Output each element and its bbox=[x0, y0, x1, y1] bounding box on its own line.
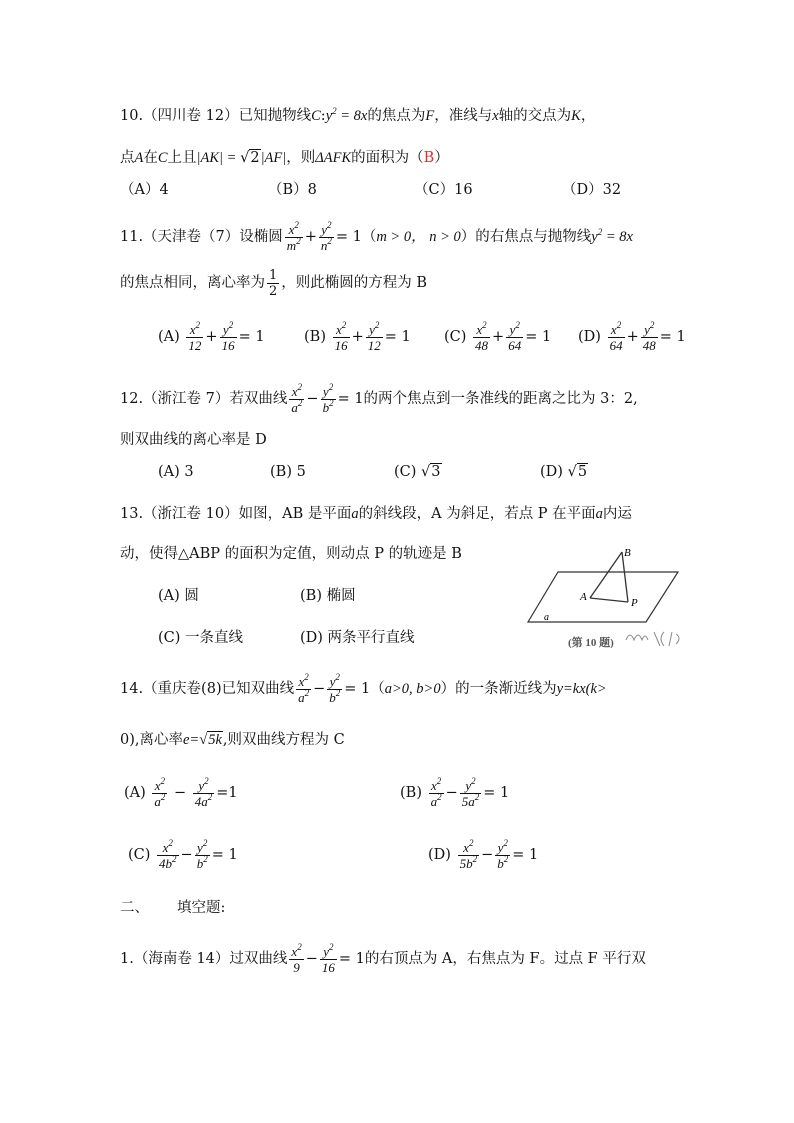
plane-figure bbox=[518, 540, 688, 655]
handwritten-scribble bbox=[626, 632, 679, 646]
segment-ap bbox=[590, 598, 628, 602]
q13-line1: 13.（浙江卷 10）如图，AB 是平面a的斜线段，A 为斜足，若点 P 在平面a内运 bbox=[120, 506, 632, 522]
q14-line2: 0),离心率e=√5k,则双曲线方程为 C bbox=[120, 732, 345, 748]
q11-option-a: (A) $\frac{x^2}{12}$ + $\frac{y^2}{16}$ = 1 bbox=[158, 319, 265, 353]
q11-line1: 11.（天津卷（7）设椭圆 $\frac{x^2}{m^2}$ + $\frac{y^2}{n^2}$ = 1（m > 0， n > 0）的右焦点与抛物线$y^2 = 8x$ bbox=[120, 219, 633, 253]
q10-line2: 点A在C上且|AK| = √2|AF|，则ΔAFK的面积为（B） bbox=[120, 150, 449, 166]
answer-mark: B bbox=[423, 150, 435, 166]
q11-option-c: (C) $\frac{x^2}{48}$ + $\frac{y^2}{64}$ = 1 bbox=[444, 319, 552, 353]
q14-option-d: (D) $\frac{x^2}{5b^2}$ − $\frac{y^2}{b^2}$ = 1 bbox=[428, 837, 539, 871]
q13-option-a: (A) 圆 bbox=[158, 588, 199, 604]
segment-bp bbox=[622, 552, 628, 602]
label-a: A bbox=[580, 591, 587, 603]
fill1-line: 1.（海南卷 14）过双曲线 $\frac{x^2}{9}$ − $\frac{y^2}{16}$ = 1的右顶点为 A，右焦点为 F。过点 F 平行双 bbox=[120, 941, 646, 975]
q10-option-c: （C）16 bbox=[414, 182, 473, 198]
q10-option-a: （A）4 bbox=[120, 182, 169, 198]
q14-option-c: (C) $\frac{x^2}{4b^2}$ − $\frac{y^2}{b^2}$ = 1 bbox=[128, 837, 238, 871]
q13-option-d: (D) 两条平行直线 bbox=[300, 630, 415, 646]
q14-option-a: (A) $\frac{x^2}{a^2}$ − $\frac{y^2}{4a^2}$ =1 bbox=[124, 775, 238, 809]
q12-option-c: (C) √3 bbox=[394, 464, 441, 480]
q12-line2: 则双曲线的离心率是 D bbox=[120, 432, 267, 448]
q12-option-b: (B) 5 bbox=[270, 464, 306, 480]
q14-option-b: (B) $\frac{x^2}{a^2}$ − $\frac{y^2}{5a^2}$ = 1 bbox=[400, 775, 510, 809]
segment-ab bbox=[590, 552, 622, 598]
q10-line1: 10.（四川卷 12）已知抛物线$C:y^2 = 8x$的焦点为F，准线与x轴的交点为K， bbox=[120, 106, 596, 124]
q12-line1: 12.（浙江卷 7）若双曲线 $\frac{x^2}{a^2}$ − $\frac{y^2}{b^2}$ = 1的两个焦点到一条准线的距离之比为 3：2, bbox=[120, 381, 638, 415]
label-b: B bbox=[624, 547, 631, 559]
q10-option-d: （D）32 bbox=[562, 182, 622, 198]
sqrt-2: √2 bbox=[240, 150, 260, 166]
q11-line2: 的焦点相同，离心率为 $\frac{1}{2}$ ，则此椭圆的方程为 B bbox=[120, 267, 428, 299]
q11-option-d: (D) $\frac{x^2}{64}$ + $\frac{y^2}{48}$ = 1 bbox=[578, 319, 686, 353]
label-p: P bbox=[631, 597, 638, 609]
q11-option-b: (B) $\frac{x^2}{16}$ + $\frac{y^2}{12}$ = 1 bbox=[304, 319, 411, 353]
q13-option-b: (B) 椭圆 bbox=[300, 588, 356, 604]
figure-caption: (第 10 题) bbox=[568, 637, 614, 649]
q10-option-b: （B）8 bbox=[268, 182, 317, 198]
section-heading: 二、 填空题: bbox=[120, 900, 226, 916]
label-alpha: a bbox=[544, 612, 549, 623]
q13-option-c: (C) 一条直线 bbox=[158, 630, 244, 646]
q12-option-a: (A) 3 bbox=[158, 464, 194, 480]
q12-option-d: (D) √5 bbox=[540, 464, 588, 480]
q14-line1: 14.（重庆卷(8)已知双曲线 $\frac{x^2}{a^2}$ − $\frac{y^2}{b^2}$ = 1（a>0, b>0）的一条渐近线为y=kx(k> bbox=[120, 671, 607, 705]
q13-line2: 动，使得△ABP 的面积为定值，则动点 P 的轨迹是 B bbox=[120, 546, 462, 562]
